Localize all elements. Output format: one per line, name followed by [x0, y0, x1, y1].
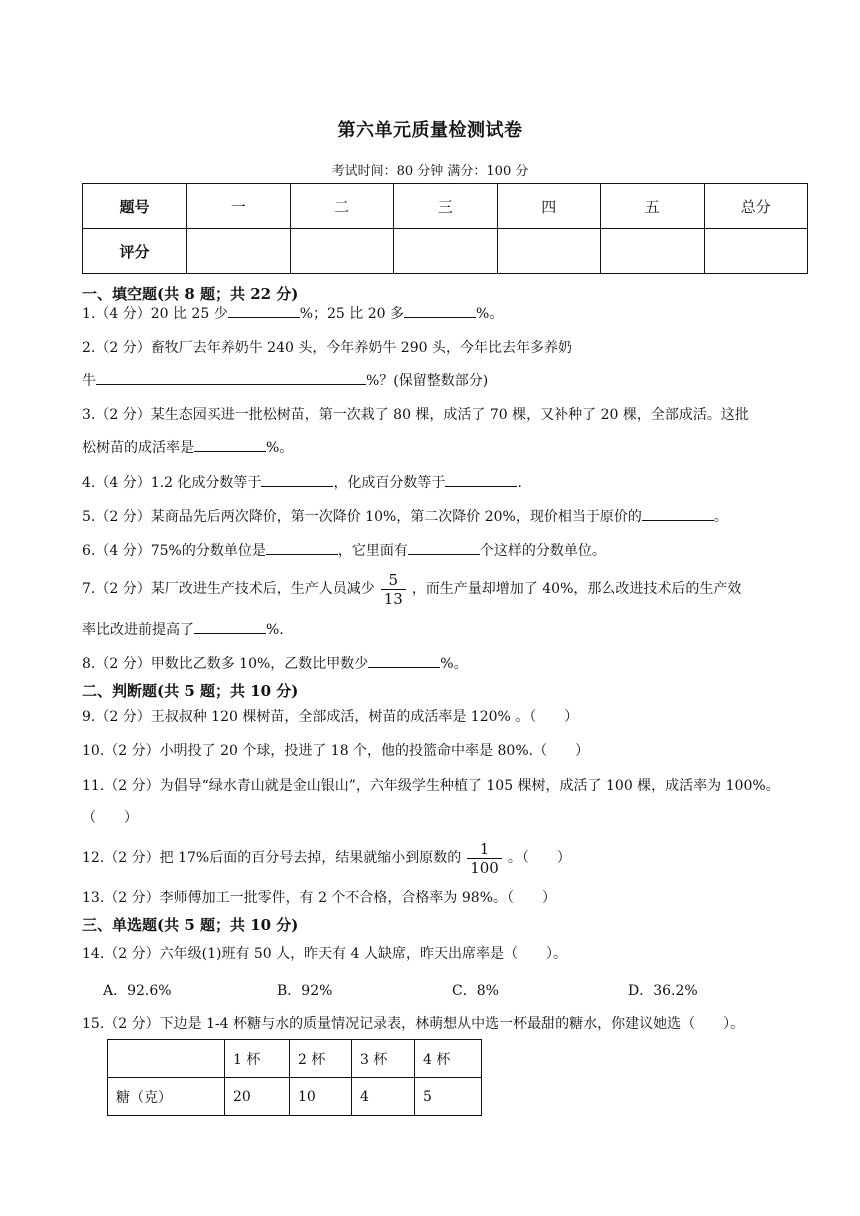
question-12	[82, 837, 810, 879]
question-text: 牛	[82, 373, 96, 389]
question-8	[82, 653, 810, 674]
question-text: （ ）	[82, 810, 138, 826]
question-text: 。	[713, 509, 728, 525]
question-11	[82, 776, 810, 796]
question-10: 10.（2 分）小明投了 20 个球，投进了 18 个，他的投篮命中率是 80%.（ ）	[82, 743, 590, 759]
question-text: 。（ ）	[507, 850, 571, 866]
sugar-value-cell: 10	[290, 1078, 352, 1116]
question-1	[82, 303, 810, 324]
answer-blank[interactable]	[194, 619, 266, 634]
question-14: 14.（2 分）六年级(1)班有 50 人，昨天有 4 人缺席，昨天出席率是（ ）。	[82, 946, 567, 962]
question-text: %；25 比 20 多	[299, 306, 404, 322]
question-text: 率比改进前提高了	[82, 622, 194, 638]
score-header-cell: 四	[497, 184, 601, 229]
answer-blank[interactable]	[96, 370, 366, 385]
fraction-numerator: 5	[388, 570, 399, 589]
score-header-cell: 五	[601, 184, 705, 229]
answer-blank[interactable]	[445, 472, 517, 487]
fraction	[467, 840, 502, 877]
sugar-value-cell: 5	[415, 1078, 482, 1116]
question-text: 12.（2 分）把 17%后面的百分号去掉，结果就缩小到原数的	[82, 850, 462, 866]
fraction-numerator: 1	[479, 839, 490, 858]
question-text: 松树苗的成活率是	[82, 440, 194, 456]
question-text: 8.（2 分）甲数比乙数多 10%，乙数比甲数少	[82, 656, 369, 672]
sugar-table-row	[108, 1078, 482, 1116]
question-text: ，它里面有	[337, 543, 408, 559]
score-table	[82, 183, 808, 274]
answer-blank[interactable]	[404, 303, 476, 318]
sugar-row-label: 糖（克）	[108, 1078, 225, 1116]
score-table-score-row	[83, 229, 808, 274]
question-text: 1.（4 分）20 比 25 少	[82, 306, 228, 322]
question-text: 个这样的分数单位。	[479, 543, 606, 559]
sugar-value-cell: 20	[225, 1078, 290, 1116]
question-text: %。	[440, 656, 468, 672]
option-c[interactable]: C．8%	[452, 983, 499, 999]
score-header-cell: 一	[187, 184, 291, 229]
question-text: 4.（4 分）1.2 化成分数等于	[82, 475, 262, 491]
score-header-cell: 二	[290, 184, 394, 229]
score-header-cell: 题号	[83, 184, 187, 229]
sugar-header-cell: 1 杯	[225, 1040, 290, 1078]
question-text: 3.（2 分）某生态园买进一批松树苗，第一次栽了 80 棵，成活了 70 棵，又补种了 20 棵，全部成活。这批	[82, 407, 749, 423]
answer-blank[interactable]	[261, 472, 333, 487]
question-text: 7.（2 分）某厂改进生产技术后，生产人员减少	[82, 581, 375, 597]
sugar-table-header-row	[108, 1040, 482, 1078]
question-5	[82, 506, 810, 527]
question-11-line-2	[82, 808, 810, 828]
question-7	[82, 568, 810, 610]
question-text: .	[517, 475, 522, 491]
section-heading: 一、填空题(共 8 题；共 22 分)	[82, 285, 299, 303]
sugar-value-cell: 4	[352, 1078, 415, 1116]
score-cell[interactable]	[704, 229, 808, 274]
score-cell[interactable]	[394, 229, 498, 274]
question-3	[82, 405, 810, 425]
score-header-cell: 三	[394, 184, 498, 229]
question-text: ，而生产量却增加了 40%，那么改进技术后的生产效	[411, 581, 742, 597]
option-d[interactable]: D．36.2%	[628, 983, 698, 999]
answer-blank[interactable]	[408, 540, 480, 555]
option-a[interactable]: A．92.6%	[103, 983, 172, 999]
question-6	[82, 540, 810, 561]
answer-blank[interactable]	[194, 437, 266, 452]
exam-subtitle: 考试时间：80 分钟 满分：100 分	[331, 164, 529, 179]
option-b[interactable]: B．92%	[277, 983, 333, 999]
score-cell[interactable]	[290, 229, 394, 274]
sugar-header-cell	[108, 1040, 225, 1078]
question-text: 5.（2 分）某商品先后两次降价，第一次降价 10%，第二次降价 20%，现价相当于原价的	[82, 509, 642, 525]
fraction-denominator: 100	[467, 858, 502, 877]
question-text: 11.（2 分）为倡导“绿水青山就是金山银山”，六年级学生种植了 105 棵树，成活了 100 棵，成活率为 100%。	[82, 778, 780, 794]
score-cell[interactable]	[601, 229, 705, 274]
answer-blank[interactable]	[266, 540, 338, 555]
score-table-header-row	[83, 184, 808, 229]
question-text: %。	[266, 440, 294, 456]
question-text: %？(保留整数部分)	[366, 373, 489, 389]
question-15: 15.（2 分）下边是 1-4 杯糖与水的质量情况记录表，林萌想从中选一杯最甜的糖水，你建议她选（ ）。	[82, 1016, 745, 1032]
sugar-header-cell: 4 杯	[415, 1040, 482, 1078]
question-text: %.	[266, 622, 284, 638]
question-text: 6.（4 分）75%的分数单位是	[82, 543, 266, 559]
question-9: 9.（2 分）王叔叔种 120 棵树苗，全部成活，树苗的成活率是 120% 。（ ）	[82, 709, 579, 725]
fraction-denominator: 13	[381, 589, 406, 608]
question-3-line-2	[82, 437, 810, 458]
answer-blank[interactable]	[228, 303, 300, 318]
score-header-cell: 总分	[704, 184, 808, 229]
section-heading: 二、判断题(共 5 题；共 10 分)	[82, 682, 299, 700]
score-cell[interactable]	[497, 229, 601, 274]
sugar-header-cell: 3 杯	[352, 1040, 415, 1078]
question-2-line-2	[82, 370, 810, 391]
question-text: 2.（2 分）畜牧厂去年养奶牛 240 头，今年养奶牛 290 头，今年比去年多养奶	[82, 340, 572, 356]
score-cell[interactable]	[187, 229, 291, 274]
answer-blank[interactable]	[642, 506, 714, 521]
question-2	[82, 338, 810, 358]
question-7-line-2	[82, 619, 810, 640]
question-text: ，化成百分数等于	[333, 475, 446, 491]
fraction	[381, 571, 406, 608]
question-13: 13.（2 分）李师傅加工一批零件，有 2 个不合格，合格率为 98%。（ ）	[82, 890, 556, 906]
answer-blank[interactable]	[368, 653, 440, 668]
question-text: %。	[476, 306, 504, 322]
section-heading: 三、单选题(共 5 题；共 10 分)	[82, 916, 299, 934]
sugar-header-cell: 2 杯	[290, 1040, 352, 1078]
score-row-label: 评分	[83, 229, 187, 274]
question-4	[82, 472, 810, 493]
exam-title: 第六单元质量检测试卷	[337, 120, 523, 141]
sugar-table	[107, 1039, 482, 1116]
